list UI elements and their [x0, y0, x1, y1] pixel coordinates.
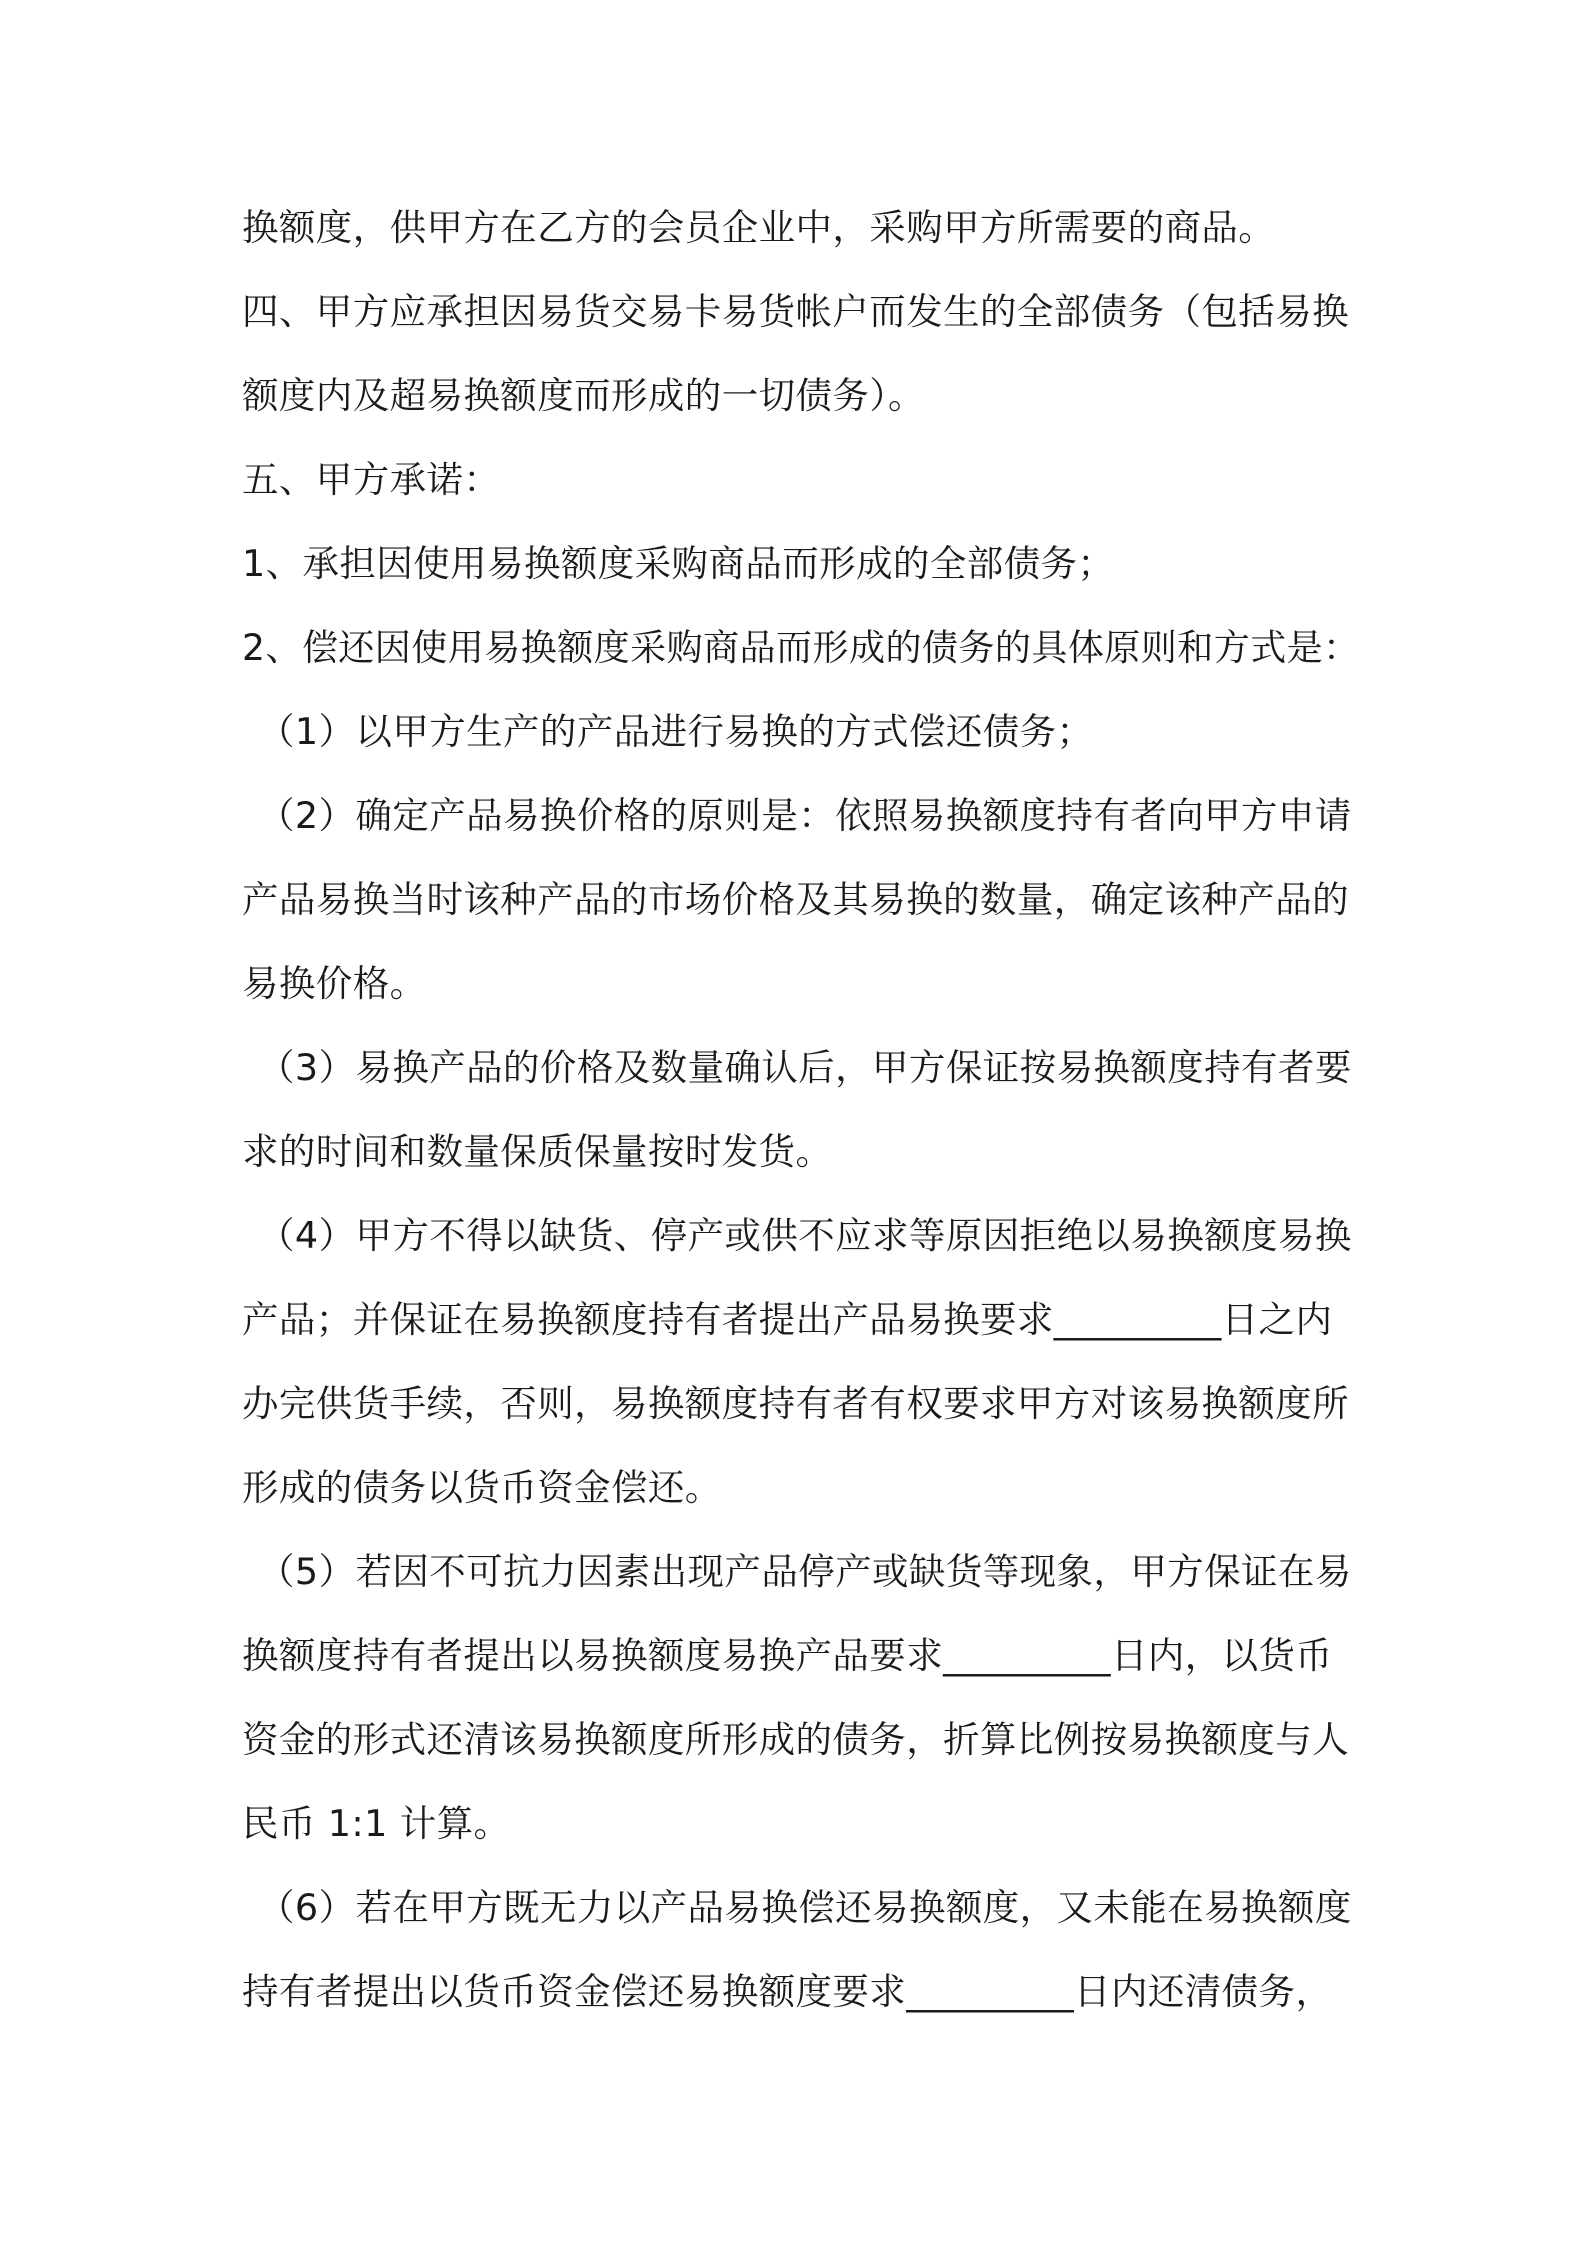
text-line: 额度内及超易换额度而形成的一切债务）。: [242, 374, 925, 417]
text-line: （6）若在甲方既无力以产品易换偿还易换额度，又未能在易换额度: [258, 1886, 1352, 1929]
text-line: 五、甲方承诺：: [242, 458, 501, 501]
text-line: 产品；并保证在易换额度持有者提出产品易换要求_________日之内: [242, 1298, 1333, 1341]
text-line: 民币 1:1 计算。: [242, 1802, 511, 1845]
text-line: 产品易换当时该种产品的市场价格及其易换的数量，确定该种产品的: [242, 878, 1349, 921]
text-line: 易换价格。: [242, 962, 427, 1005]
text-line: （4）甲方不得以缺货、停产或供不应求等原因拒绝以易换额度易换: [258, 1214, 1352, 1257]
text-line: （5）若因不可抗力因素出现产品停产或缺货等现象，甲方保证在易: [258, 1550, 1352, 1593]
text-line: 1、承担因使用易换额度采购商品而形成的全部债务；: [242, 542, 1115, 585]
text-line: （2）确定产品易换价格的原则是：依照易换额度持有者向甲方申请: [258, 794, 1352, 837]
text-line: 求的时间和数量保质保量按时发货。: [242, 1130, 833, 1173]
text-line: 办完供货手续，否则，易换额度持有者有权要求甲方对该易换额度所: [242, 1382, 1349, 1425]
text-line: （3）易换产品的价格及数量确认后，甲方保证按易换额度持有者要: [258, 1046, 1352, 1089]
text-line: 2、偿还因使用易换额度采购商品而形成的债务的具体原则和方式是：: [242, 626, 1360, 669]
text-line: 四、甲方应承担因易货交易卡易货帐户而发生的全部债务（包括易换: [242, 290, 1349, 333]
text-line: （1）以甲方生产的产品进行易换的方式偿还债务；: [258, 710, 1094, 753]
text-line: 持有者提出以货币资金偿还易换额度要求_________日内还清债务，: [242, 1970, 1333, 2013]
text-line: 形成的债务以货币资金偿还。: [242, 1466, 722, 1509]
text-line: 换额度持有者提出以易换额度易换产品要求_________日内，以货币: [242, 1634, 1333, 1677]
text-line: 资金的形式还清该易换额度所形成的债务，折算比例按易换额度与人: [242, 1718, 1349, 1761]
text-line: 换额度，供甲方在乙方的会员企业中，采购甲方所需要的商品。: [242, 206, 1276, 249]
